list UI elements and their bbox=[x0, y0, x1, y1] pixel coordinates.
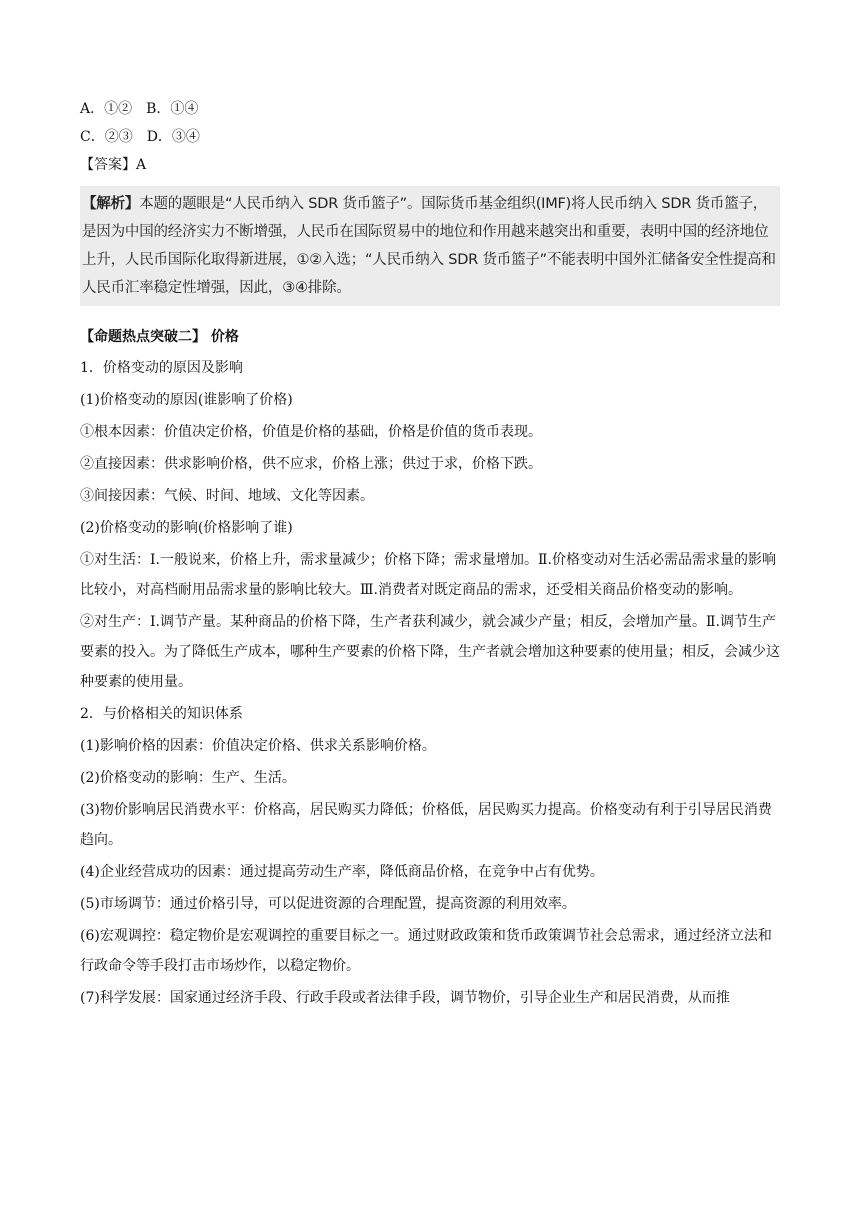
list-item-6: (6)宏观调控：稳定物价是宏观调控的重要目标之一。通过财政政策和货币政策调节社会总需求，通过经济立法和行政命令等手段打击市场炒作，以稳定物价。 bbox=[80, 928, 772, 974]
paragraph-4: ①对生活：Ⅰ.一般说来，价格上升，需求量减少；价格下降；需求量增加。Ⅱ.价格变动对生活必需品需求量的影响比较小，对高档耐用品需求量的影响比较大。Ⅲ.消费者对既定商品的需求，还受相关商品价格变动的影响。 bbox=[80, 552, 776, 598]
list-item-4: (4)企业经营成功的因素：通过提高劳动生产率，降低商品价格，在竞争中占有优势。 bbox=[80, 864, 604, 880]
paragraph-1: ①根本因素：价值决定价格，价值是价格的基础，价格是价值的货币表现。 bbox=[80, 424, 542, 440]
list-item-2: (2)价格变动的影响：生产、生活。 bbox=[80, 770, 296, 786]
analysis-text: 本题的题眼是“人民币纳入 SDR 货币篮子”。国际货币基金组织(IMF)将人民币纳入 SDR 货币篮子，是因为中国的经济实力不断增强，人民币在国际贸易中的地位和作用越来越突出和重要，表明中国的经济地位上升，人民币国际化取得新进展，①②入选；“人民币纳入 SDR 货币篮子”不能表明中国外汇储备安全性提高和人民币汇率稳定性增强，因此，③④排除。 bbox=[82, 196, 776, 296]
paragraph-5: ②对生产：Ⅰ.调节产量。某种商品的价格下降，生产者获利减少，就会减少产量；相反，会增加产量。Ⅱ.调节生产要素的投入。为了降低生产成本，哪种生产要素的价格下降，生产者就会增加这种要素的使用量；相反，会减少这种要素的使用量。 bbox=[80, 614, 780, 690]
list-item-1: (1)影响价格的因素：价值决定价格、供求关系影响价格。 bbox=[80, 738, 436, 754]
paragraph-3: ③间接因素：气候、时间、地域、文化等因素。 bbox=[80, 488, 374, 504]
subheading-1-2: (2)价格变动的影响(价格影响了谁) bbox=[80, 520, 293, 536]
list-item-7: (7)科学发展：国家通过经济手段、行政手段或者法律手段，调节物价，引导企业生产和居民消费，从而推 bbox=[80, 990, 730, 1006]
answer-line: 【答案】A bbox=[80, 157, 147, 173]
answer-options-row-2: C．②③ D．③④ bbox=[80, 129, 200, 145]
subheading-1-1: (1)价格变动的原因(谁影响了价格) bbox=[80, 392, 293, 408]
paragraph-2: ②直接因素：供求影响价格，供不应求，价格上涨；供过于求，价格下跌。 bbox=[80, 456, 542, 472]
heading-2: 2．与价格相关的知识体系 bbox=[80, 706, 243, 722]
analysis-box bbox=[80, 186, 780, 306]
list-item-3: (3)物价影响居民消费水平：价格高，居民购买力降低；价格低，居民购买力提高。价格变动有利于引导居民消费趋向。 bbox=[80, 802, 772, 848]
analysis-tag: 【解析】 bbox=[82, 196, 140, 212]
heading-1: 1．价格变动的原因及影响 bbox=[80, 360, 243, 376]
list-item-5: (5)市场调节：通过价格引导，可以促进资源的合理配置，提高资源的利用效率。 bbox=[80, 896, 576, 912]
section-title: 【命题热点突破二】 价格 bbox=[80, 329, 239, 345]
page-content bbox=[80, 100, 780, 1021]
answer-options-row-1: A．①② B．①④ bbox=[80, 101, 199, 117]
